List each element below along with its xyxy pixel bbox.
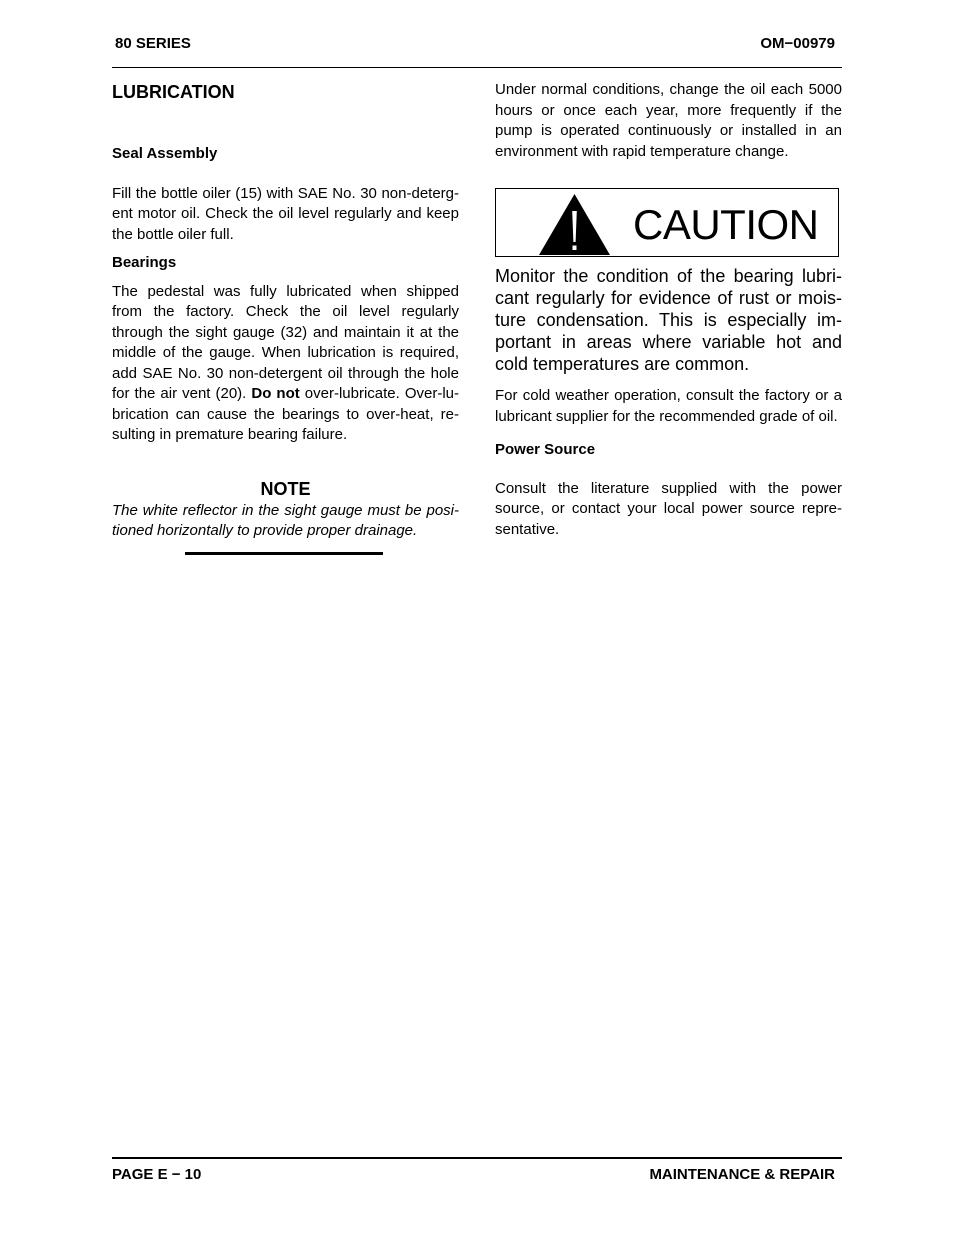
seal-assembly-heading: Seal Assembly — [112, 145, 218, 162]
note-text: The white reflector in the sight gauge must be posi-tioned horizontally to provide proper drainage. — [112, 501, 459, 539]
bearings-text-1: The pedestal was fully lubricated when shipped from the factory. Check the oil level regularly through the sight gauge (32) and maintain it at the middle of the gauge. When lubrication is required, add SAE No. 30 non-detergent oil through the hole for the air vent (20). — [112, 282, 459, 402]
right-column-top — [495, 80, 842, 162]
caution-banner — [495, 188, 839, 257]
bearings-heading: Bearings — [112, 254, 177, 271]
left-column — [112, 80, 459, 542]
note-end-rule — [185, 552, 383, 555]
footer-rule — [112, 1157, 842, 1159]
cold-weather-text: For cold weather operation, consult the factory or a lubricant supplier for the recommended grade of oil. — [495, 387, 842, 425]
note-title: NOTE — [260, 478, 311, 499]
oil-change-text: Under normal conditions, change the oil each 5000 hours or once each year, more frequently if the pump is operated continuously or installed in an environment with rapid temperature change. — [495, 81, 842, 160]
seal-assembly-text: Fill the bottle oiler (15) with SAE No. 30 non-deterg-ent motor oil. Check the oil level regularly and keep the bottle oiler full. — [112, 184, 459, 243]
caution-text: Monitor the condition of the bearing lubri-cant regularly for evidence of rust or mois-ture condensation. This is especially im-portant in areas where variable hot and cold temperatures are common. — [495, 266, 842, 374]
caution-label: CAUTION — [633, 201, 819, 248]
section-title: LUBRICATION — [112, 82, 235, 102]
power-source-heading: Power Source — [495, 441, 596, 458]
bearings-text — [112, 282, 459, 446]
header-doc-number: OM−00979 — [760, 35, 835, 52]
bearings-text-2: over-lubricate. Over-lu-brication can cause the bearings to over-heat, re-sulting in premature bearing failure. — [112, 385, 460, 443]
footer-page-number: PAGE E − 10 — [112, 1166, 202, 1183]
warning-triangle-icon — [538, 193, 611, 256]
bearings-text-bold: Do not — [251, 385, 300, 402]
header-rule — [112, 67, 842, 68]
header-series: 80 SERIES — [115, 35, 191, 52]
footer-section: MAINTENANCE & REPAIR — [649, 1166, 835, 1183]
right-column-body — [495, 265, 842, 540]
power-source-text: Consult the literature supplied with the power source, or contact your local power source repre-sentative. — [495, 479, 842, 538]
